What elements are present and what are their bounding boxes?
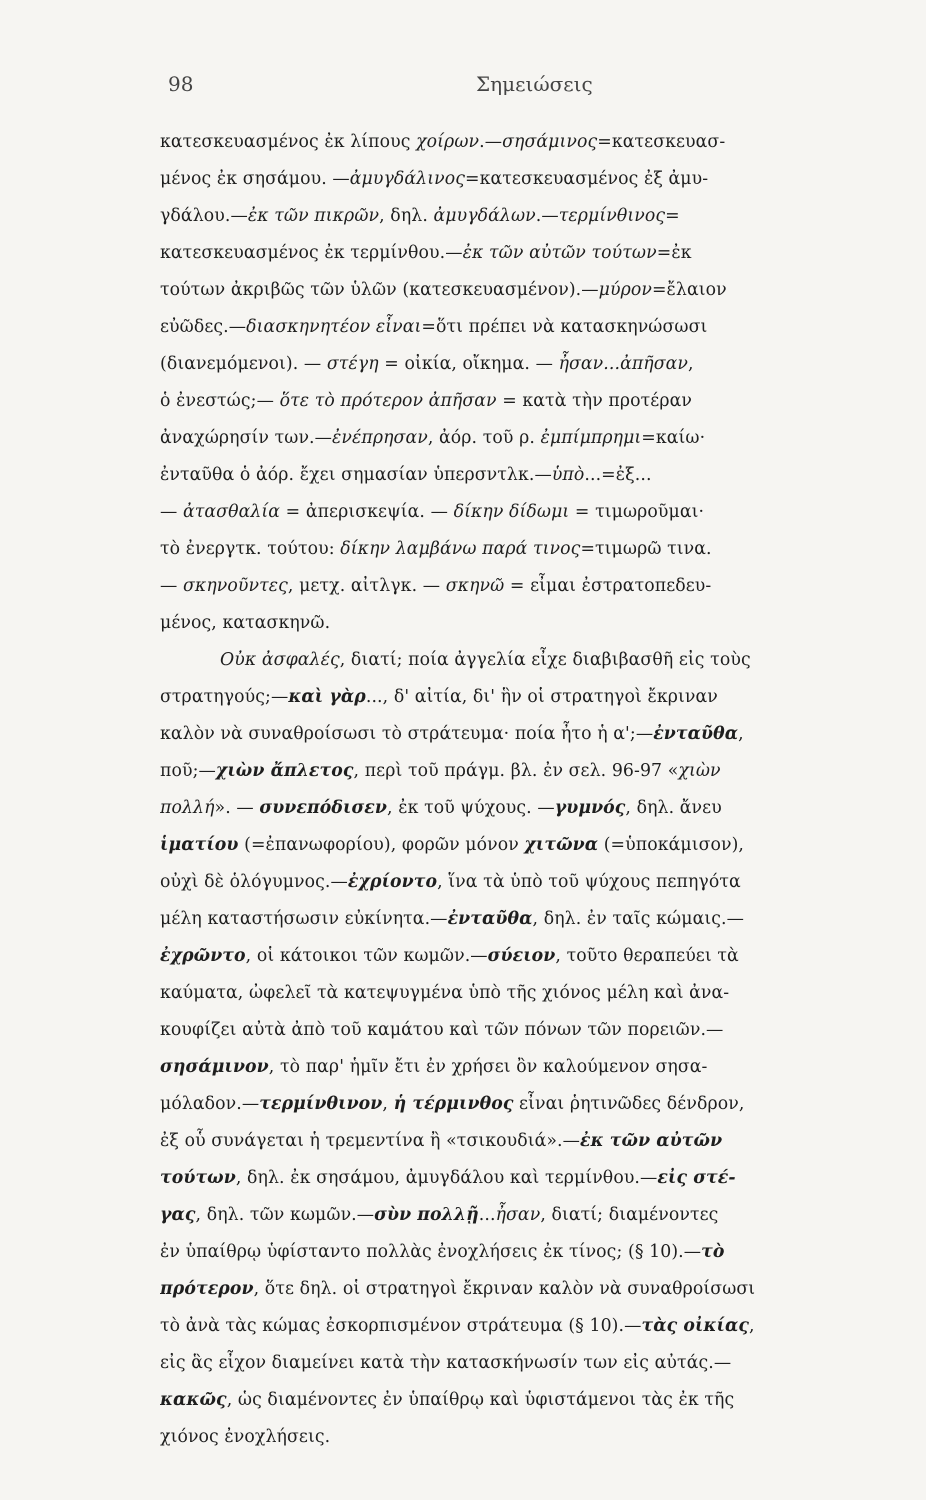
text-line: πρότερον, ὅτε δηλ. οἱ στρατηγοὶ ἔκριναν καλὸν νὰ συναθροίσωσι: [160, 1279, 756, 1299]
text-line: μέλη καταστήσωσιν εὐκίνητα.—ἐνταῦθα, δηλ. ἐν ταῖς κώμαις.—: [160, 909, 744, 929]
text-line: ὁ ἐνεστώς;— ὅτε τὸ πρότερον ἀπῆσαν = κατὰ τὴν προτέραν: [160, 391, 692, 411]
text-line: κακῶς, ὡς διαμένοντες ἐν ὑπαίθρῳ καὶ ὑφιστάμενοι τὰς ἐκ τῆς: [160, 1390, 735, 1410]
text-line: — σκηνοῦντες, μετχ. αἰτλγκ. — σκηνῶ = εἶμαι ἐστρατοπεδευ-: [160, 576, 712, 596]
page-header: [0, 72, 926, 102]
text-line: τούτων ἀκριβῶς τῶν ὑλῶν (κατεσκευασμένον).—μύρον=ἔλαιον: [160, 280, 727, 300]
text-line: εἰς ἃς εἶχον διαμείνει κατὰ τὴν κατασκήνωσίν των εἰς αὐτάς.—: [160, 1353, 732, 1373]
text-line: γδάλου.—ἐκ τῶν πικρῶν, δηλ. ἀμυγδάλων.—τερμίνθινος=: [160, 206, 680, 226]
text-line: μένος ἐκ σησάμου. —ἀμυγδάλινος=κατεσκευασμένος ἐξ ἀμυ-: [160, 169, 709, 189]
text-line: ἐν ὑπαίθρῳ ὑφίσταντο πολλὰς ἐνοχλήσεις ἐκ τίνος; (§ 10).—τὸ: [160, 1242, 725, 1262]
text-line: πολλή». — συνεπόδισεν, ἐκ τοῦ ψύχους. —γυμνός, δηλ. ἄνευ: [160, 798, 722, 818]
text-line: Οὐκ ἀσφαλές, διατί; ποία ἀγγελία εἶχε διαβιβασθῆ εἰς τοὺς: [220, 650, 751, 670]
text-line: γας, δηλ. τῶν κωμῶν.—σὺν πολλῇ...ἦσαν, διατί; διαμένοντες: [160, 1205, 719, 1225]
text-line: τὸ ἐνεργτκ. τούτου: δίκην λαμβάνω παρά τινος=τιμωρῶ τινα.: [160, 539, 712, 559]
text-line: τούτων, δηλ. ἐκ σησάμου, ἀμυγδάλου καὶ τερμίνθου.—εἰς στέ-: [160, 1168, 736, 1188]
text-line: χιόνος ἐνοχλήσεις.: [160, 1427, 331, 1447]
text-line: κατεσκευασμένος ἐκ λίπους χοίρων.—σησάμινος=κατεσκευασ-: [160, 132, 726, 152]
text-line: ποῦ;—χιὼν ἄπλετος, περὶ τοῦ πράγμ. βλ. ἐν σελ. 96-97 «χιὼν: [160, 761, 721, 781]
text-line: κουφίζει αὐτὰ ἀπὸ τοῦ καμάτου καὶ τῶν πόνων τῶν πορειῶν.—: [160, 1020, 724, 1040]
text-line: καύματα, ὠφελεῖ τὰ κατεψυγμένα ὑπὸ τῆς χιόνος μέλη καὶ ἀνα-: [160, 983, 730, 1003]
text-line: ἐξ οὗ συνάγεται ἡ τρεμεντίνα ἢ «τσικουδιά».—ἐκ τῶν αὐτῶν: [160, 1131, 723, 1151]
text-line: στρατηγούς;—καὶ γὰρ..., δ' αἰτία, δι' ἣν οἱ στρατηγοὶ ἔκριναν: [160, 687, 718, 707]
text-line: ἐνταῦθα ὁ ἀόρ. ἔχει σημασίαν ὑπερσντλκ.—ὑπὸ...=ἐξ...: [160, 465, 652, 485]
text-line: τὸ ἀνὰ τὰς κώμας ἐσκορπισμένον στράτευμα (§ 10).—τὰς οἰκίας,: [160, 1316, 755, 1336]
notes-text: [160, 124, 905, 1456]
running-title: Σημειώσεις: [476, 72, 593, 96]
text-line: μόλαδον.—τερμίνθινον, ἡ τέρμινθος εἶναι ῥητινῶδες δένδρον,: [160, 1094, 745, 1114]
text-line: — ἀτασθαλία = ἀπερισκεψία. — δίκην δίδωμι = τιμωροῦμαι·: [160, 502, 705, 522]
text-line: εὐῶδες.—διασκηνητέον εἶναι=ὅτι πρέπει νὰ κατασκηνώσωσι: [160, 317, 708, 337]
text-line: οὐχὶ δὲ ὁλόγυμνος.—ἐχρίοντο, ἵνα τὰ ὑπὸ τοῦ ψύχους πεπηγότα: [160, 872, 741, 892]
text-line: κατεσκευασμένος ἐκ τερμίνθου.—ἐκ τῶν αὐτῶν τούτων=ἐκ: [160, 243, 692, 263]
text-line: (διανεμόμενοι). — στέγη = οἰκία, οἴκημα. — ἦσαν...ἀπῆσαν,: [160, 354, 694, 374]
text-line: μένος, κατασκηνῶ.: [160, 613, 331, 633]
text-line: ἱματίου (=ἐπανωφορίου), φορῶν μόνον χιτῶνα (=ὑποκάμισον),: [160, 835, 745, 855]
text-line: ἐχρῶντο, οἱ κάτοικοι τῶν κωμῶν.—σύειον, τοῦτο θεραπεύει τὰ: [160, 946, 739, 966]
page-number: 98: [168, 72, 194, 96]
text-line: σησάμινον, τὸ παρ' ἡμῖν ἔτι ἐν χρήσει ὂν καλούμενον σησα-: [160, 1057, 708, 1077]
text-line: ἀναχώρησίν των.—ἐνέπρησαν, ἀόρ. τοῦ ρ. ἐμπίμπρημι=καίω·: [160, 428, 706, 448]
text-line: καλὸν νὰ συναθροίσωσι τὸ στράτευμα· ποία ἦτο ἡ α';—ἐνταῦθα,: [160, 724, 744, 744]
